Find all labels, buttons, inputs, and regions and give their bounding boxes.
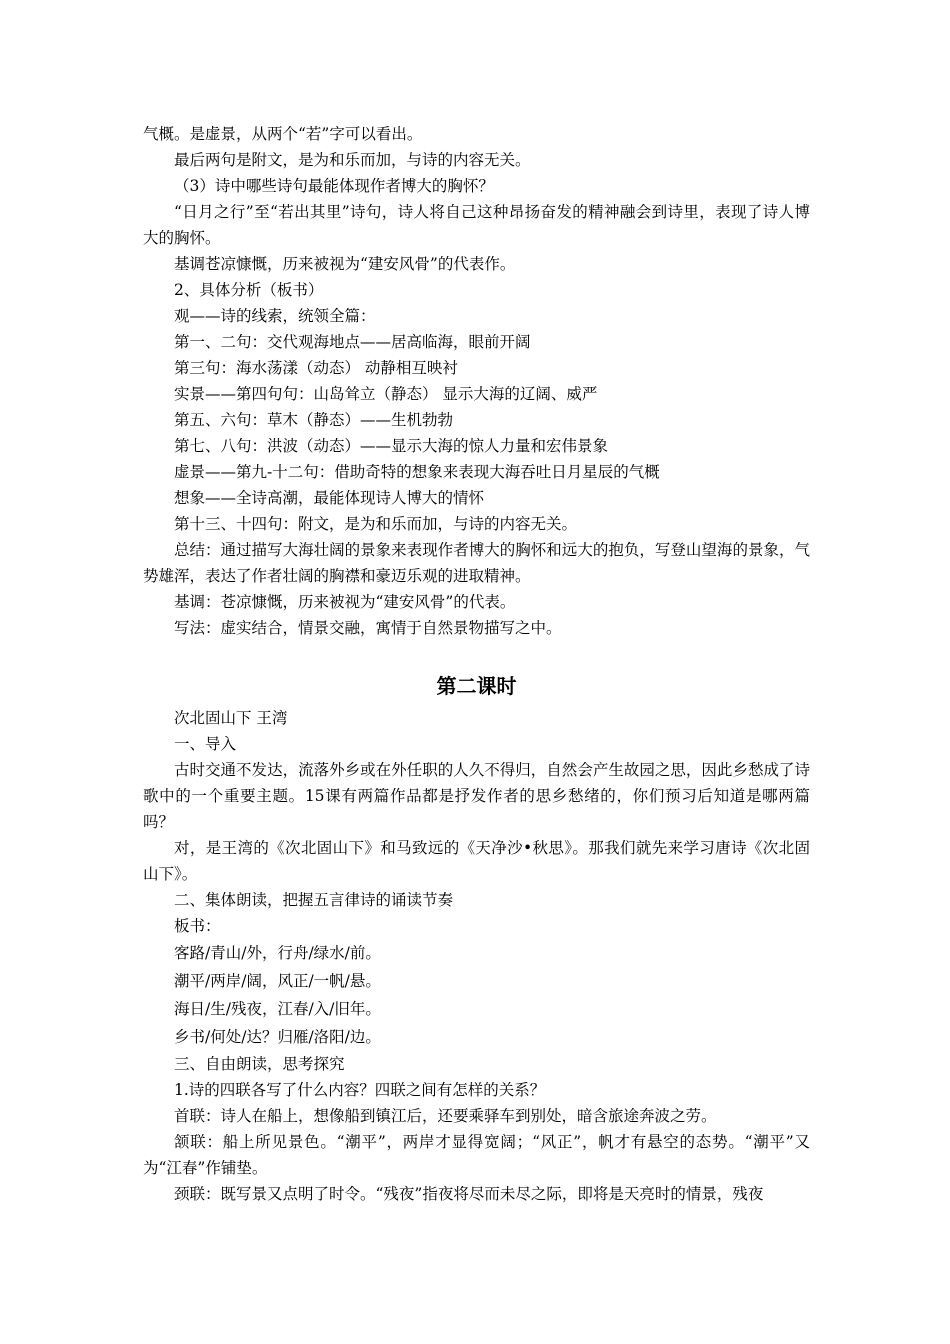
analysis-line: 实景——第四句句：山岛耸立（静态） 显示大海的辽阔、威严	[174, 385, 598, 403]
analysis-line: 想象——全诗高潮，最能体现诗人博大的情怀	[174, 489, 485, 507]
paragraph: 颔联：船上所见景色。“潮平”，两岸才显得宽阔；“风正”，帆才有悬空的态势。“潮平”又为“江春”作铺垫。	[143, 1133, 810, 1177]
analysis-line: 观——诗的线索，统领全篇：	[174, 307, 376, 325]
paragraph: 最后两句是附文，是为和乐而加，与诗的内容无关。	[174, 151, 531, 169]
section-heading: 二、集体朗读，把握五言律诗的诵读节奏	[174, 891, 454, 909]
analysis-line: 第五、六句：草木（静态）——生机勃勃	[174, 411, 454, 429]
tone-line: 基调：苍凉慷慨，历来被视为“建安风骨”的代表。	[174, 593, 516, 611]
paragraph: 颈联：既写景又点明了时令。“残夜”指夜将尽而未尽之际，即将是天亮时的情景，残夜	[174, 1185, 764, 1203]
analysis-line: 第三句：海水荡漾（动态） 动静相互映衬	[174, 359, 458, 377]
section-heading: 一、导入	[174, 735, 237, 753]
lesson-title: 第二课时	[436, 674, 517, 698]
board-label: 板书：	[174, 917, 221, 935]
document-body	[143, 121, 810, 1207]
paragraph: 首联：诗人在船上，想像船到镇江后，还要乘驿车到别处，暗含旅途奔波之劳。	[174, 1107, 717, 1125]
question: 1.诗的四联各写了什么内容？四联之间有怎样的关系？	[174, 1081, 546, 1099]
paragraph: “日月之行”至“若出其里”诗句，诗人将自己这种昂扬奋发的精神融会到诗里，表现了诗人博大的胸怀。	[143, 203, 810, 247]
poem-line: 乡书/何处/达？归雁/洛阳/边。	[174, 1028, 381, 1046]
analysis-line: 第十三、十四句：附文，是为和乐而加，与诗的内容无关。	[174, 515, 578, 533]
section-heading: 2、具体分析（板书）	[174, 281, 324, 299]
analysis-line: 第七、八句：洪波（动态）——显示大海的惊人力量和宏伟景象	[174, 437, 609, 455]
poem-line: 潮平/两岸/阔，风正/一帆/悬。	[174, 972, 381, 990]
technique-line: 写法：虚实结合，情景交融，寓情于自然景物描写之中。	[174, 619, 562, 637]
poem-line: 客路/青山/外，行舟/绿水/前。	[174, 944, 381, 962]
summary-paragraph: 总结：通过描写大海壮阔的景象来表现作者博大的胸怀和远大的抱负，写登山望海的景象，气势雄浑，表达了作者壮阔的胸襟和豪迈乐观的进取精神。	[143, 541, 810, 585]
paragraph: 气概。是虚景，从两个“若”字可以看出。	[143, 125, 423, 143]
paragraph: 古时交通不发达，流落外乡或在外任职的人久不得归，自然会产生故园之思，因此乡愁成了诗歌中的一个重要主题。15课有两篇作品都是抒发作者的思乡愁绪的，你们预习后知道是哪两篇吗？	[143, 761, 810, 831]
question-3: （3）诗中哪些诗句最能体现作者博大的胸怀？	[174, 177, 494, 195]
paragraph: 基调苍凉慷慨，历来被视为“建安风骨”的代表作。	[174, 255, 516, 273]
poem-line: 海日/生/残夜，江春/入/旧年。	[174, 1000, 381, 1018]
section-heading: 三、自由朗读，思考探究	[174, 1055, 345, 1073]
paragraph: 对，是王湾的《次北固山下》和马致远的《天净沙•秋思》。那我们就先来学习唐诗《次北固山下》。	[143, 839, 810, 883]
analysis-line: 第一、二句：交代观海地点——居高临海，眼前开阔	[174, 333, 531, 351]
poem-title: 次北固山下 王湾	[174, 709, 288, 727]
analysis-line: 虚景——第九-十二句：借助奇特的想象来表现大海吞吐日月星辰的气概	[174, 463, 660, 481]
